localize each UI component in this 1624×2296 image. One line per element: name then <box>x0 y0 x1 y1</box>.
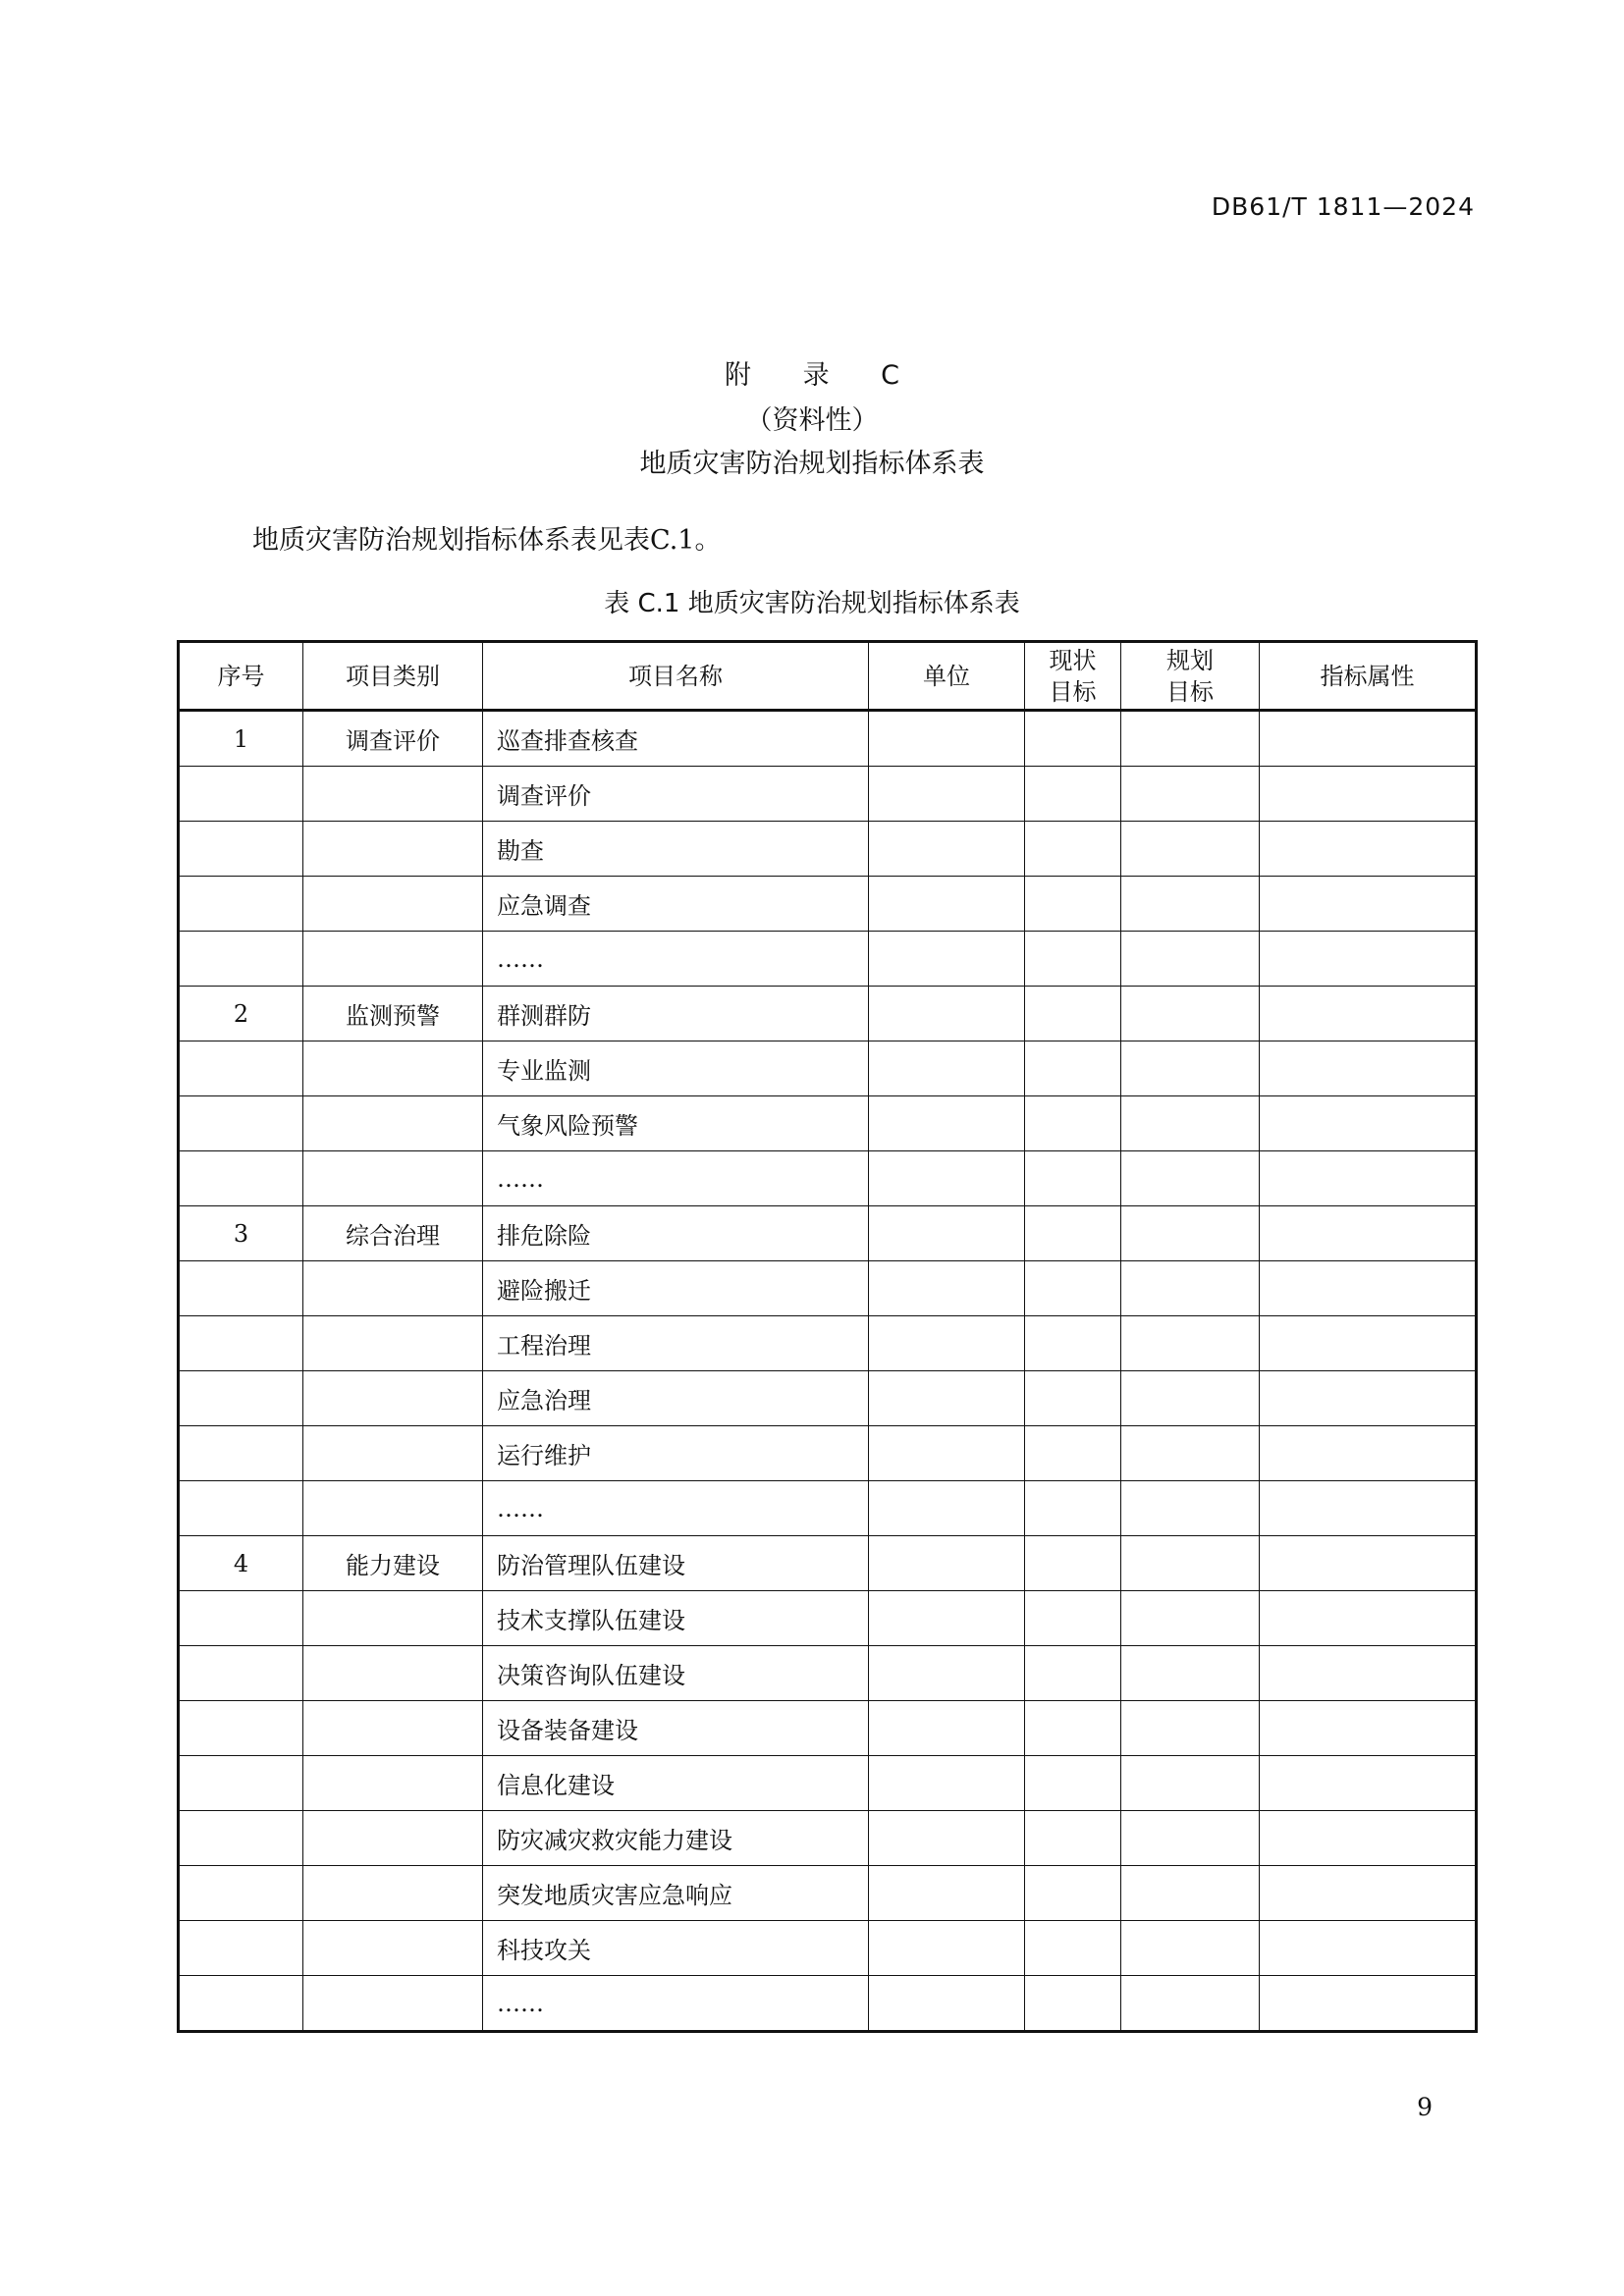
table-row <box>179 932 1477 987</box>
row-category-cell: 综合治理 <box>303 1206 483 1261</box>
indicator-table-wrapper <box>177 640 1475 2033</box>
row-name-cell: …… <box>483 1976 869 2032</box>
row-seq-cell: 1 <box>179 711 303 767</box>
row-unit-cell <box>869 1646 1025 1701</box>
row-plan-target-cell <box>1121 1701 1260 1756</box>
table-row <box>179 1261 1477 1316</box>
row-current-target-cell <box>1025 932 1121 987</box>
row-name-cell: 应急治理 <box>483 1371 869 1426</box>
row-plan-target-cell <box>1121 1646 1260 1701</box>
row-attribute-cell <box>1260 767 1477 822</box>
table-row <box>179 1811 1477 1866</box>
row-seq-cell <box>179 1481 303 1536</box>
row-attribute-cell <box>1260 932 1477 987</box>
row-current-target-cell <box>1025 1041 1121 1096</box>
row-category-cell <box>303 1316 483 1371</box>
row-unit-cell <box>869 1151 1025 1206</box>
row-plan-target-cell <box>1121 1316 1260 1371</box>
table-row <box>179 1536 1477 1591</box>
header-current-line2: 目标 <box>1049 677 1097 706</box>
row-attribute-cell <box>1260 711 1477 767</box>
row-plan-target-cell <box>1121 1536 1260 1591</box>
row-current-target-cell <box>1025 1481 1121 1536</box>
row-attribute-cell <box>1260 1591 1477 1646</box>
table-row <box>179 1701 1477 1756</box>
row-plan-target-cell <box>1121 877 1260 932</box>
row-name-cell: 气象风险预警 <box>483 1096 869 1151</box>
table-row <box>179 1646 1477 1701</box>
row-plan-target-cell <box>1121 711 1260 767</box>
row-name-cell: 突发地质灾害应急响应 <box>483 1866 869 1921</box>
header-current-target <box>1025 642 1121 711</box>
row-name-cell: 技术支撑队伍建设 <box>483 1591 869 1646</box>
table-row <box>179 1921 1477 1976</box>
row-seq-cell <box>179 1646 303 1701</box>
row-plan-target-cell <box>1121 1096 1260 1151</box>
row-current-target-cell <box>1025 822 1121 877</box>
row-seq-cell <box>179 1866 303 1921</box>
row-name-cell: 避险搬迁 <box>483 1261 869 1316</box>
table-row <box>179 1371 1477 1426</box>
row-name-cell: 排危除险 <box>483 1206 869 1261</box>
row-plan-target-cell <box>1121 822 1260 877</box>
row-plan-target-cell <box>1121 1041 1260 1096</box>
row-current-target-cell <box>1025 711 1121 767</box>
row-attribute-cell <box>1260 1261 1477 1316</box>
appendix-label: 附 录 C <box>724 360 922 391</box>
row-unit-cell <box>869 1811 1025 1866</box>
row-seq-cell <box>179 1041 303 1096</box>
table-row <box>179 711 1477 767</box>
table-row <box>179 1041 1477 1096</box>
row-current-target-cell <box>1025 1811 1121 1866</box>
row-seq-cell: 3 <box>179 1206 303 1261</box>
row-unit-cell <box>869 877 1025 932</box>
row-category-cell <box>303 1151 483 1206</box>
row-current-target-cell <box>1025 1591 1121 1646</box>
row-attribute-cell <box>1260 1426 1477 1481</box>
table-header-row <box>179 642 1477 711</box>
row-name-cell: 工程治理 <box>483 1316 869 1371</box>
row-plan-target-cell <box>1121 987 1260 1041</box>
table-row <box>179 1096 1477 1151</box>
row-plan-target-cell <box>1121 1811 1260 1866</box>
row-current-target-cell <box>1025 1316 1121 1371</box>
row-unit-cell <box>869 1041 1025 1096</box>
row-name-cell: 群测群防 <box>483 987 869 1041</box>
row-unit-cell <box>869 1701 1025 1756</box>
row-name-cell: 信息化建设 <box>483 1756 869 1811</box>
row-current-target-cell <box>1025 1096 1121 1151</box>
header-plan-line1: 规划 <box>1166 646 1214 674</box>
row-attribute-cell <box>1260 1701 1477 1756</box>
row-plan-target-cell <box>1121 1426 1260 1481</box>
row-current-target-cell <box>1025 987 1121 1041</box>
row-seq-cell: 2 <box>179 987 303 1041</box>
row-seq-cell <box>179 1921 303 1976</box>
row-current-target-cell <box>1025 1536 1121 1591</box>
row-seq-cell <box>179 877 303 932</box>
header-unit: 单位 <box>869 642 1025 711</box>
row-unit-cell <box>869 1371 1025 1426</box>
row-plan-target-cell <box>1121 1976 1260 2032</box>
table-row <box>179 877 1477 932</box>
row-seq-cell <box>179 932 303 987</box>
row-category-cell <box>303 1921 483 1976</box>
row-attribute-cell <box>1260 1481 1477 1536</box>
row-attribute-cell <box>1260 1921 1477 1976</box>
row-category-cell <box>303 1371 483 1426</box>
header-plan-target <box>1121 642 1260 711</box>
header-plan-line2: 目标 <box>1166 677 1214 706</box>
row-seq-cell <box>179 1591 303 1646</box>
row-seq-cell <box>179 822 303 877</box>
row-category-cell <box>303 932 483 987</box>
row-current-target-cell <box>1025 1206 1121 1261</box>
row-category-cell <box>303 1591 483 1646</box>
row-category-cell <box>303 1756 483 1811</box>
header-current-line1: 现状 <box>1049 646 1097 674</box>
row-seq-cell <box>179 1316 303 1371</box>
row-attribute-cell <box>1260 1811 1477 1866</box>
row-seq-cell <box>179 1701 303 1756</box>
row-unit-cell <box>869 987 1025 1041</box>
row-attribute-cell <box>1260 1206 1477 1261</box>
row-current-target-cell <box>1025 1261 1121 1316</box>
row-name-cell: 巡查排查核查 <box>483 711 869 767</box>
row-name-cell: 决策咨询队伍建设 <box>483 1646 869 1701</box>
table-row <box>179 1976 1477 2032</box>
row-category-cell <box>303 767 483 822</box>
appendix-nature: （资料性） <box>745 405 879 436</box>
row-attribute-cell <box>1260 1756 1477 1811</box>
row-attribute-cell <box>1260 1041 1477 1096</box>
table-row <box>179 1591 1477 1646</box>
row-attribute-cell <box>1260 822 1477 877</box>
appendix-title: 地质灾害防治规划指标体系表 <box>639 449 985 479</box>
row-current-target-cell <box>1025 1701 1121 1756</box>
row-category-cell: 能力建设 <box>303 1536 483 1591</box>
row-current-target-cell <box>1025 877 1121 932</box>
row-current-target-cell <box>1025 1866 1121 1921</box>
table-row <box>179 1316 1477 1371</box>
row-attribute-cell <box>1260 1316 1477 1371</box>
row-category-cell <box>303 1866 483 1921</box>
indicator-table <box>177 640 1478 2033</box>
table-row <box>179 1756 1477 1811</box>
row-unit-cell <box>869 1481 1025 1536</box>
row-current-target-cell <box>1025 1921 1121 1976</box>
row-current-target-cell <box>1025 1426 1121 1481</box>
header-seq: 序号 <box>179 642 303 711</box>
row-unit-cell <box>869 1316 1025 1371</box>
row-name-cell: 调查评价 <box>483 767 869 822</box>
row-plan-target-cell <box>1121 1866 1260 1921</box>
table-caption: 表 C.1 地质灾害防治规划指标体系表 <box>604 589 1020 618</box>
row-seq-cell <box>179 1261 303 1316</box>
row-unit-cell <box>869 711 1025 767</box>
row-attribute-cell <box>1260 1371 1477 1426</box>
row-unit-cell <box>869 1866 1025 1921</box>
row-unit-cell <box>869 1976 1025 2032</box>
row-category-cell <box>303 877 483 932</box>
row-seq-cell <box>179 1811 303 1866</box>
header-name: 项目名称 <box>483 642 869 711</box>
row-attribute-cell <box>1260 1866 1477 1921</box>
row-unit-cell <box>869 1206 1025 1261</box>
row-category-cell: 调查评价 <box>303 711 483 767</box>
row-name-cell: 科技攻关 <box>483 1921 869 1976</box>
row-seq-cell <box>179 1371 303 1426</box>
row-seq-cell <box>179 1096 303 1151</box>
row-name-cell: 应急调查 <box>483 877 869 932</box>
row-category-cell <box>303 1481 483 1536</box>
intro-paragraph: 地质灾害防治规划指标体系表见表C.1。 <box>252 525 722 556</box>
page-number: 9 <box>1417 2093 1433 2121</box>
header-category: 项目类别 <box>303 642 483 711</box>
row-name-cell: …… <box>483 1151 869 1206</box>
row-attribute-cell <box>1260 1151 1477 1206</box>
row-category-cell <box>303 1701 483 1756</box>
table-body <box>179 711 1477 2032</box>
row-seq-cell <box>179 1151 303 1206</box>
row-category-cell <box>303 1646 483 1701</box>
row-category-cell <box>303 1811 483 1866</box>
row-unit-cell <box>869 1591 1025 1646</box>
table-row <box>179 987 1477 1041</box>
header-attribute: 指标属性 <box>1260 642 1477 711</box>
row-plan-target-cell <box>1121 1591 1260 1646</box>
table-row <box>179 1426 1477 1481</box>
row-category-cell <box>303 822 483 877</box>
row-category-cell <box>303 1041 483 1096</box>
row-attribute-cell <box>1260 1976 1477 2032</box>
row-category-cell: 监测预警 <box>303 987 483 1041</box>
row-name-cell: 运行维护 <box>483 1426 869 1481</box>
row-current-target-cell <box>1025 1151 1121 1206</box>
row-unit-cell <box>869 767 1025 822</box>
table-row <box>179 1151 1477 1206</box>
document-code: DB61/T 1811—2024 <box>1211 192 1475 221</box>
row-seq-cell <box>179 1976 303 2032</box>
row-name-cell: 设备装备建设 <box>483 1701 869 1756</box>
row-current-target-cell <box>1025 1371 1121 1426</box>
row-seq-cell <box>179 1426 303 1481</box>
row-plan-target-cell <box>1121 1756 1260 1811</box>
row-unit-cell <box>869 932 1025 987</box>
table-row <box>179 822 1477 877</box>
row-plan-target-cell <box>1121 1151 1260 1206</box>
row-unit-cell <box>869 1096 1025 1151</box>
row-attribute-cell <box>1260 1646 1477 1701</box>
row-unit-cell <box>869 1536 1025 1591</box>
row-current-target-cell <box>1025 767 1121 822</box>
row-plan-target-cell <box>1121 1261 1260 1316</box>
row-name-cell: 防治管理队伍建设 <box>483 1536 869 1591</box>
row-current-target-cell <box>1025 1646 1121 1701</box>
row-plan-target-cell <box>1121 1206 1260 1261</box>
row-attribute-cell <box>1260 1536 1477 1591</box>
row-seq-cell <box>179 767 303 822</box>
row-seq-cell: 4 <box>179 1536 303 1591</box>
row-seq-cell <box>179 1756 303 1811</box>
table-row <box>179 767 1477 822</box>
row-name-cell: 防灾减灾救灾能力建设 <box>483 1811 869 1866</box>
table-row <box>179 1866 1477 1921</box>
row-unit-cell <box>869 822 1025 877</box>
row-category-cell <box>303 1261 483 1316</box>
row-plan-target-cell <box>1121 1371 1260 1426</box>
row-category-cell <box>303 1426 483 1481</box>
row-unit-cell <box>869 1426 1025 1481</box>
row-plan-target-cell <box>1121 1921 1260 1976</box>
table-row <box>179 1481 1477 1536</box>
row-attribute-cell <box>1260 1096 1477 1151</box>
row-current-target-cell <box>1025 1976 1121 2032</box>
row-name-cell: …… <box>483 1481 869 1536</box>
row-unit-cell <box>869 1261 1025 1316</box>
row-category-cell <box>303 1096 483 1151</box>
row-name-cell: 专业监测 <box>483 1041 869 1096</box>
row-attribute-cell <box>1260 877 1477 932</box>
row-name-cell: 勘查 <box>483 822 869 877</box>
row-plan-target-cell <box>1121 1481 1260 1536</box>
row-unit-cell <box>869 1756 1025 1811</box>
row-unit-cell <box>869 1921 1025 1976</box>
row-category-cell <box>303 1976 483 2032</box>
row-plan-target-cell <box>1121 767 1260 822</box>
row-attribute-cell <box>1260 987 1477 1041</box>
table-row <box>179 1206 1477 1261</box>
row-current-target-cell <box>1025 1756 1121 1811</box>
row-plan-target-cell <box>1121 932 1260 987</box>
row-name-cell: …… <box>483 932 869 987</box>
